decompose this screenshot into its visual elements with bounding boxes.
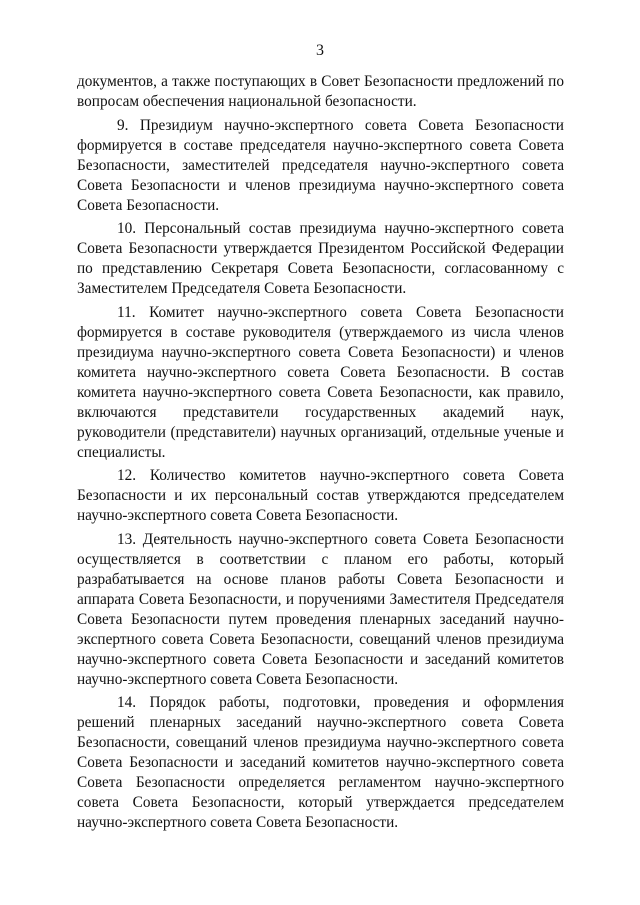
paragraph-9: 9. Президиум научно-экспертного совета Совета Безопасности формируется в составе председателя научно-экспертного совета Совета Безопасности, заместителей председателя научно-экспертного совета Совета Безопасности и членов президиума научно-экспертного совета Совета Безопасности. [77,116,564,214]
paragraph-continuation: документов, а также поступающих в Совет Безопасности предложений по вопросам обеспечения национальной безопасности. [77,73,564,110]
paragraph-14: 14. Порядок работы, подготовки, проведения и оформления решений пленарных заседаний научно-экспертного совета Совета Безопасности, совещаний членов президиума научно-экспертного совета Совета Безопасности и заседаний комитетов научно-экспертного совета Совета Безопасности определяется регламентом научно-экспертного совета Совета Безопасности, который утверждается председателем научно-экспертного совета Совета Безопасности. [77,694,564,831]
paragraph-12: 12. Количество комитетов научно-экспертного совета Совета Безопасности и их персональный состав утверждаются председателем научно-экспертного совета Совета Безопасности. [77,467,564,524]
page-number: 3 [316,42,324,59]
paragraph-11: 11. Комитет научно-экспертного совета Совета Безопасности формируется в составе руководителя (утверждаемого из числа членов президиума научно-экспертного совета Совета Безопасности) и членов комитета научно-экспертного совета Совета Безопасности. В состав комитета научно-экспертного совета Совета Безопасности, как правило, включаются представители государственных академий наук, руководители (представители) научных организаций, отдельные ученые и специалисты. [77,303,564,461]
paragraph-10: 10. Персональный состав президиума научно-экспертного совета Совета Безопасности утверждается Президентом Российской Федерации по представлению Секретаря Совета Безопасности, согласованному с Заместителем Председателя Совета Безопасности. [77,220,564,297]
document-body [77,72,564,837]
paragraph-13: 13. Деятельность научно-экспертного совета Совета Безопасности осуществляется в соответствии с планом его работы, который разрабатывается на основе планов работы Совета Безопасности и аппарата Совета Безопасности, и поручениями Заместителя Председателя Совета Безопасности путем проведения пленарных заседаний научно-экспертного совета Совета Безопасности, совещаний членов президиума научно-экспертного совета Совета Безопасности и заседаний комитетов научно-экспертного совета Совета Безопасности. [77,530,564,688]
